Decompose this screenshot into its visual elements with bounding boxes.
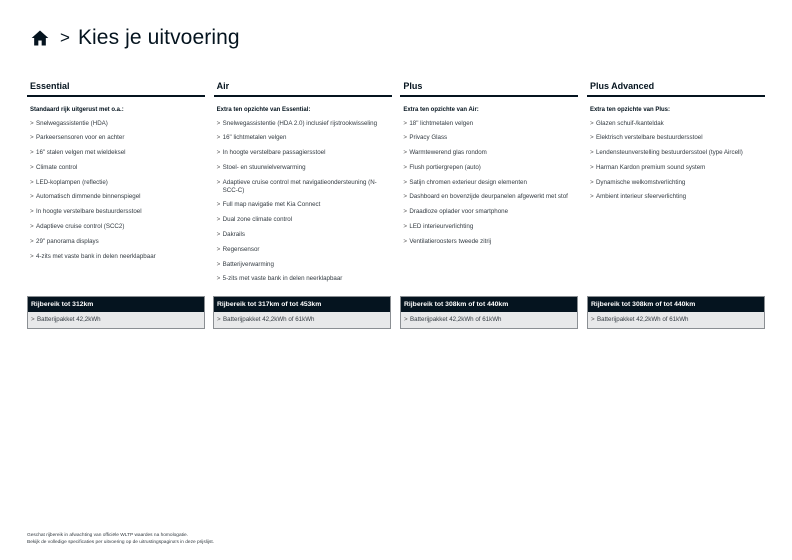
page-title: Kies je uitvoering xyxy=(77,26,240,49)
list-item: > Dashboard en bovenzijde deurpanelen afgewerkt met stof xyxy=(403,193,568,201)
trim-subtitle: Extra ten opzichte van Essential: xyxy=(216,106,311,113)
battery-row xyxy=(214,312,390,328)
trim-title: Plus xyxy=(403,81,423,91)
feature-list xyxy=(27,120,205,261)
chevron-right-icon: > xyxy=(403,134,407,142)
breadcrumb xyxy=(30,24,240,52)
list-item: > Warmtewerend glas rondom xyxy=(403,149,487,157)
footnote-line: Geschat rijbereik in afwachting van officiële WLTP waardes na homologatie. xyxy=(27,533,189,538)
battery-text: Batterijpakket 42,2kWh of 61kWh xyxy=(597,316,689,323)
list-item: > Climate control xyxy=(30,163,78,171)
footnote xyxy=(27,533,214,546)
trim-columns xyxy=(27,80,765,290)
chevron-right-icon: > xyxy=(589,193,594,201)
list-item: > LED interieurverlichting xyxy=(403,223,474,231)
range-box-plus-advanced xyxy=(587,296,765,329)
chevron-right-icon: > xyxy=(216,216,221,224)
list-item: > Ventilatieroosters tweede zitrij xyxy=(403,237,492,245)
chevron-right-icon: > xyxy=(30,193,34,201)
list-item: > 5-zits met vaste bank in delen neerklapbaar xyxy=(216,275,343,283)
chevron-right-icon: > xyxy=(216,178,221,186)
battery-row xyxy=(401,312,577,328)
chevron-right-icon: > xyxy=(30,252,34,260)
chevron-right-icon: > xyxy=(216,134,221,142)
chevron-right-icon: > xyxy=(30,178,34,186)
list-item: > Dual zone climate control xyxy=(216,216,293,224)
chevron-right-icon: > xyxy=(216,201,221,209)
chevron-right-icon: > xyxy=(404,316,408,323)
chevron-right-icon: > xyxy=(216,275,221,283)
range-title: Rijbereik tot 308km of tot 440km xyxy=(401,297,577,312)
trim-title: Air xyxy=(216,81,230,91)
chevron-right-icon: > xyxy=(403,193,407,201)
divider xyxy=(400,95,578,97)
chevron-right-icon: > xyxy=(403,237,407,245)
range-box-plus xyxy=(400,296,578,329)
chevron-right-icon: > xyxy=(589,119,594,127)
list-item: > Regensensor xyxy=(216,245,260,253)
chevron-right-icon: > xyxy=(403,208,407,216)
chevron-right-icon: > xyxy=(30,237,34,245)
battery-text: Batterijpakket 42,2kWh of 61kWh xyxy=(410,316,502,323)
list-item: > Snelwegassistentie (HDA) xyxy=(30,119,108,127)
trim-column-plus xyxy=(400,80,578,290)
chevron-right-icon: > xyxy=(403,149,407,157)
battery-text: Batterijpakket 42,2kWh xyxy=(37,316,101,323)
trim-column-air xyxy=(214,80,392,290)
chevron-right-icon: > xyxy=(216,163,221,171)
list-item: > Ambient interieur sfeerverlichting xyxy=(589,193,687,201)
list-item: > Lendensteunverstelling bestuurdersstoel (type Aircell) xyxy=(589,149,743,157)
list-item: > Elektrisch verstelbare bestuurdersstoel xyxy=(589,134,703,142)
breadcrumb-separator: > xyxy=(60,28,70,47)
list-item: > Adaptieve cruise control (SCC2) xyxy=(30,223,125,231)
list-item: > Satijn chromen exterieur design elementen xyxy=(403,178,527,186)
list-item: > 16" lichtmetalen velgen xyxy=(216,134,287,142)
chevron-right-icon: > xyxy=(216,149,221,157)
footnote-line: Bekijk de volledige specificaties per uitvoering op de uitrustingspagina's in deze prijslijst. xyxy=(27,539,215,545)
list-item: > Dynamische welkomstverlichting xyxy=(589,178,686,186)
chevron-right-icon: > xyxy=(30,223,34,231)
range-title: Rijbereik tot 312km xyxy=(28,297,204,312)
home-icon[interactable] xyxy=(30,28,50,48)
trim-title: Essential xyxy=(30,81,70,91)
list-item: > Glazen schuif-/kanteldak xyxy=(589,119,664,127)
list-item: > 18" lichtmetalen velgen xyxy=(403,119,474,127)
chevron-right-icon: > xyxy=(216,119,221,127)
list-item: > In hoogte verstelbare bestuurdersstoel xyxy=(30,208,142,216)
battery-text: Batterijpakket 42,2kWh of 61kWh xyxy=(223,316,315,323)
trim-column-plus-advanced xyxy=(587,80,765,290)
chevron-right-icon: > xyxy=(31,316,35,323)
chevron-right-icon: > xyxy=(403,223,407,231)
list-item: > Flush portiergrepen (auto) xyxy=(403,163,481,171)
trim-subtitle: Standaard rijk uitgerust met o.a.: xyxy=(30,106,124,113)
list-item: > Batterijverwarming xyxy=(216,260,274,268)
list-item: > Harman Kardon premium sound system xyxy=(589,163,706,171)
chevron-right-icon: > xyxy=(403,178,407,186)
divider xyxy=(587,95,765,97)
trim-title: Plus Advanced xyxy=(589,81,655,91)
chevron-right-icon: > xyxy=(589,178,594,186)
divider xyxy=(27,95,205,97)
list-item: > Parkeersensoren voor en achter xyxy=(30,134,125,142)
battery-row xyxy=(588,312,764,328)
list-item: > Draadloze oplader voor smartphone xyxy=(403,208,509,216)
feature-list xyxy=(214,120,392,284)
list-item: > Snelwegassistentie (HDA 2.0) inclusief rijstrookwisseling xyxy=(216,119,378,127)
chevron-right-icon: > xyxy=(30,119,34,127)
range-box-essential xyxy=(27,296,205,329)
list-item: > Adaptieve cruise control met navigatieondersteuning (N-SCC-C) xyxy=(216,178,377,194)
chevron-right-icon: > xyxy=(216,260,221,268)
list-item: > Privacy Glass xyxy=(403,134,448,142)
chevron-right-icon: > xyxy=(216,245,221,253)
list-item: > Stoel- en stuurwielverwarming xyxy=(216,163,306,171)
feature-list xyxy=(400,120,578,246)
range-box-air xyxy=(213,296,391,329)
chevron-right-icon: > xyxy=(30,208,34,216)
chevron-right-icon: > xyxy=(591,316,595,323)
list-item: > Full map navigatie met Kia Connect xyxy=(216,201,321,209)
range-title: Rijbereik tot 317km of tot 453km xyxy=(214,297,390,312)
list-item: > 29" panorama displays xyxy=(30,237,99,245)
chevron-right-icon: > xyxy=(403,119,407,127)
feature-list xyxy=(587,120,765,202)
chevron-right-icon: > xyxy=(30,149,34,157)
list-item: > In hoogte verstelbare passagiersstoel xyxy=(216,149,326,157)
trim-subtitle: Extra ten opzichte van Plus: xyxy=(589,106,670,113)
battery-row xyxy=(28,312,204,328)
list-item: > Automatisch dimmende binnenspiegel xyxy=(30,193,141,201)
trim-column-essential xyxy=(27,80,205,290)
chevron-right-icon: > xyxy=(589,134,594,142)
list-item: > 16" stalen velgen met wieldeksel xyxy=(30,149,126,157)
list-item: > Dakrails xyxy=(216,231,246,239)
divider xyxy=(214,95,392,97)
chevron-right-icon: > xyxy=(30,163,34,171)
list-item: > 4-zits met vaste bank in delen neerklapbaar xyxy=(30,252,156,260)
trim-subtitle: Extra ten opzichte van Air: xyxy=(403,106,479,113)
chevron-right-icon: > xyxy=(589,149,594,157)
chevron-right-icon: > xyxy=(589,163,594,171)
chevron-right-icon: > xyxy=(216,231,221,239)
chevron-right-icon: > xyxy=(217,316,221,323)
list-item: > LED-koplampen (reflectie) xyxy=(30,178,108,186)
chevron-right-icon: > xyxy=(403,163,407,171)
range-title: Rijbereik tot 308km of tot 440km xyxy=(588,297,764,312)
chevron-right-icon: > xyxy=(30,134,34,142)
